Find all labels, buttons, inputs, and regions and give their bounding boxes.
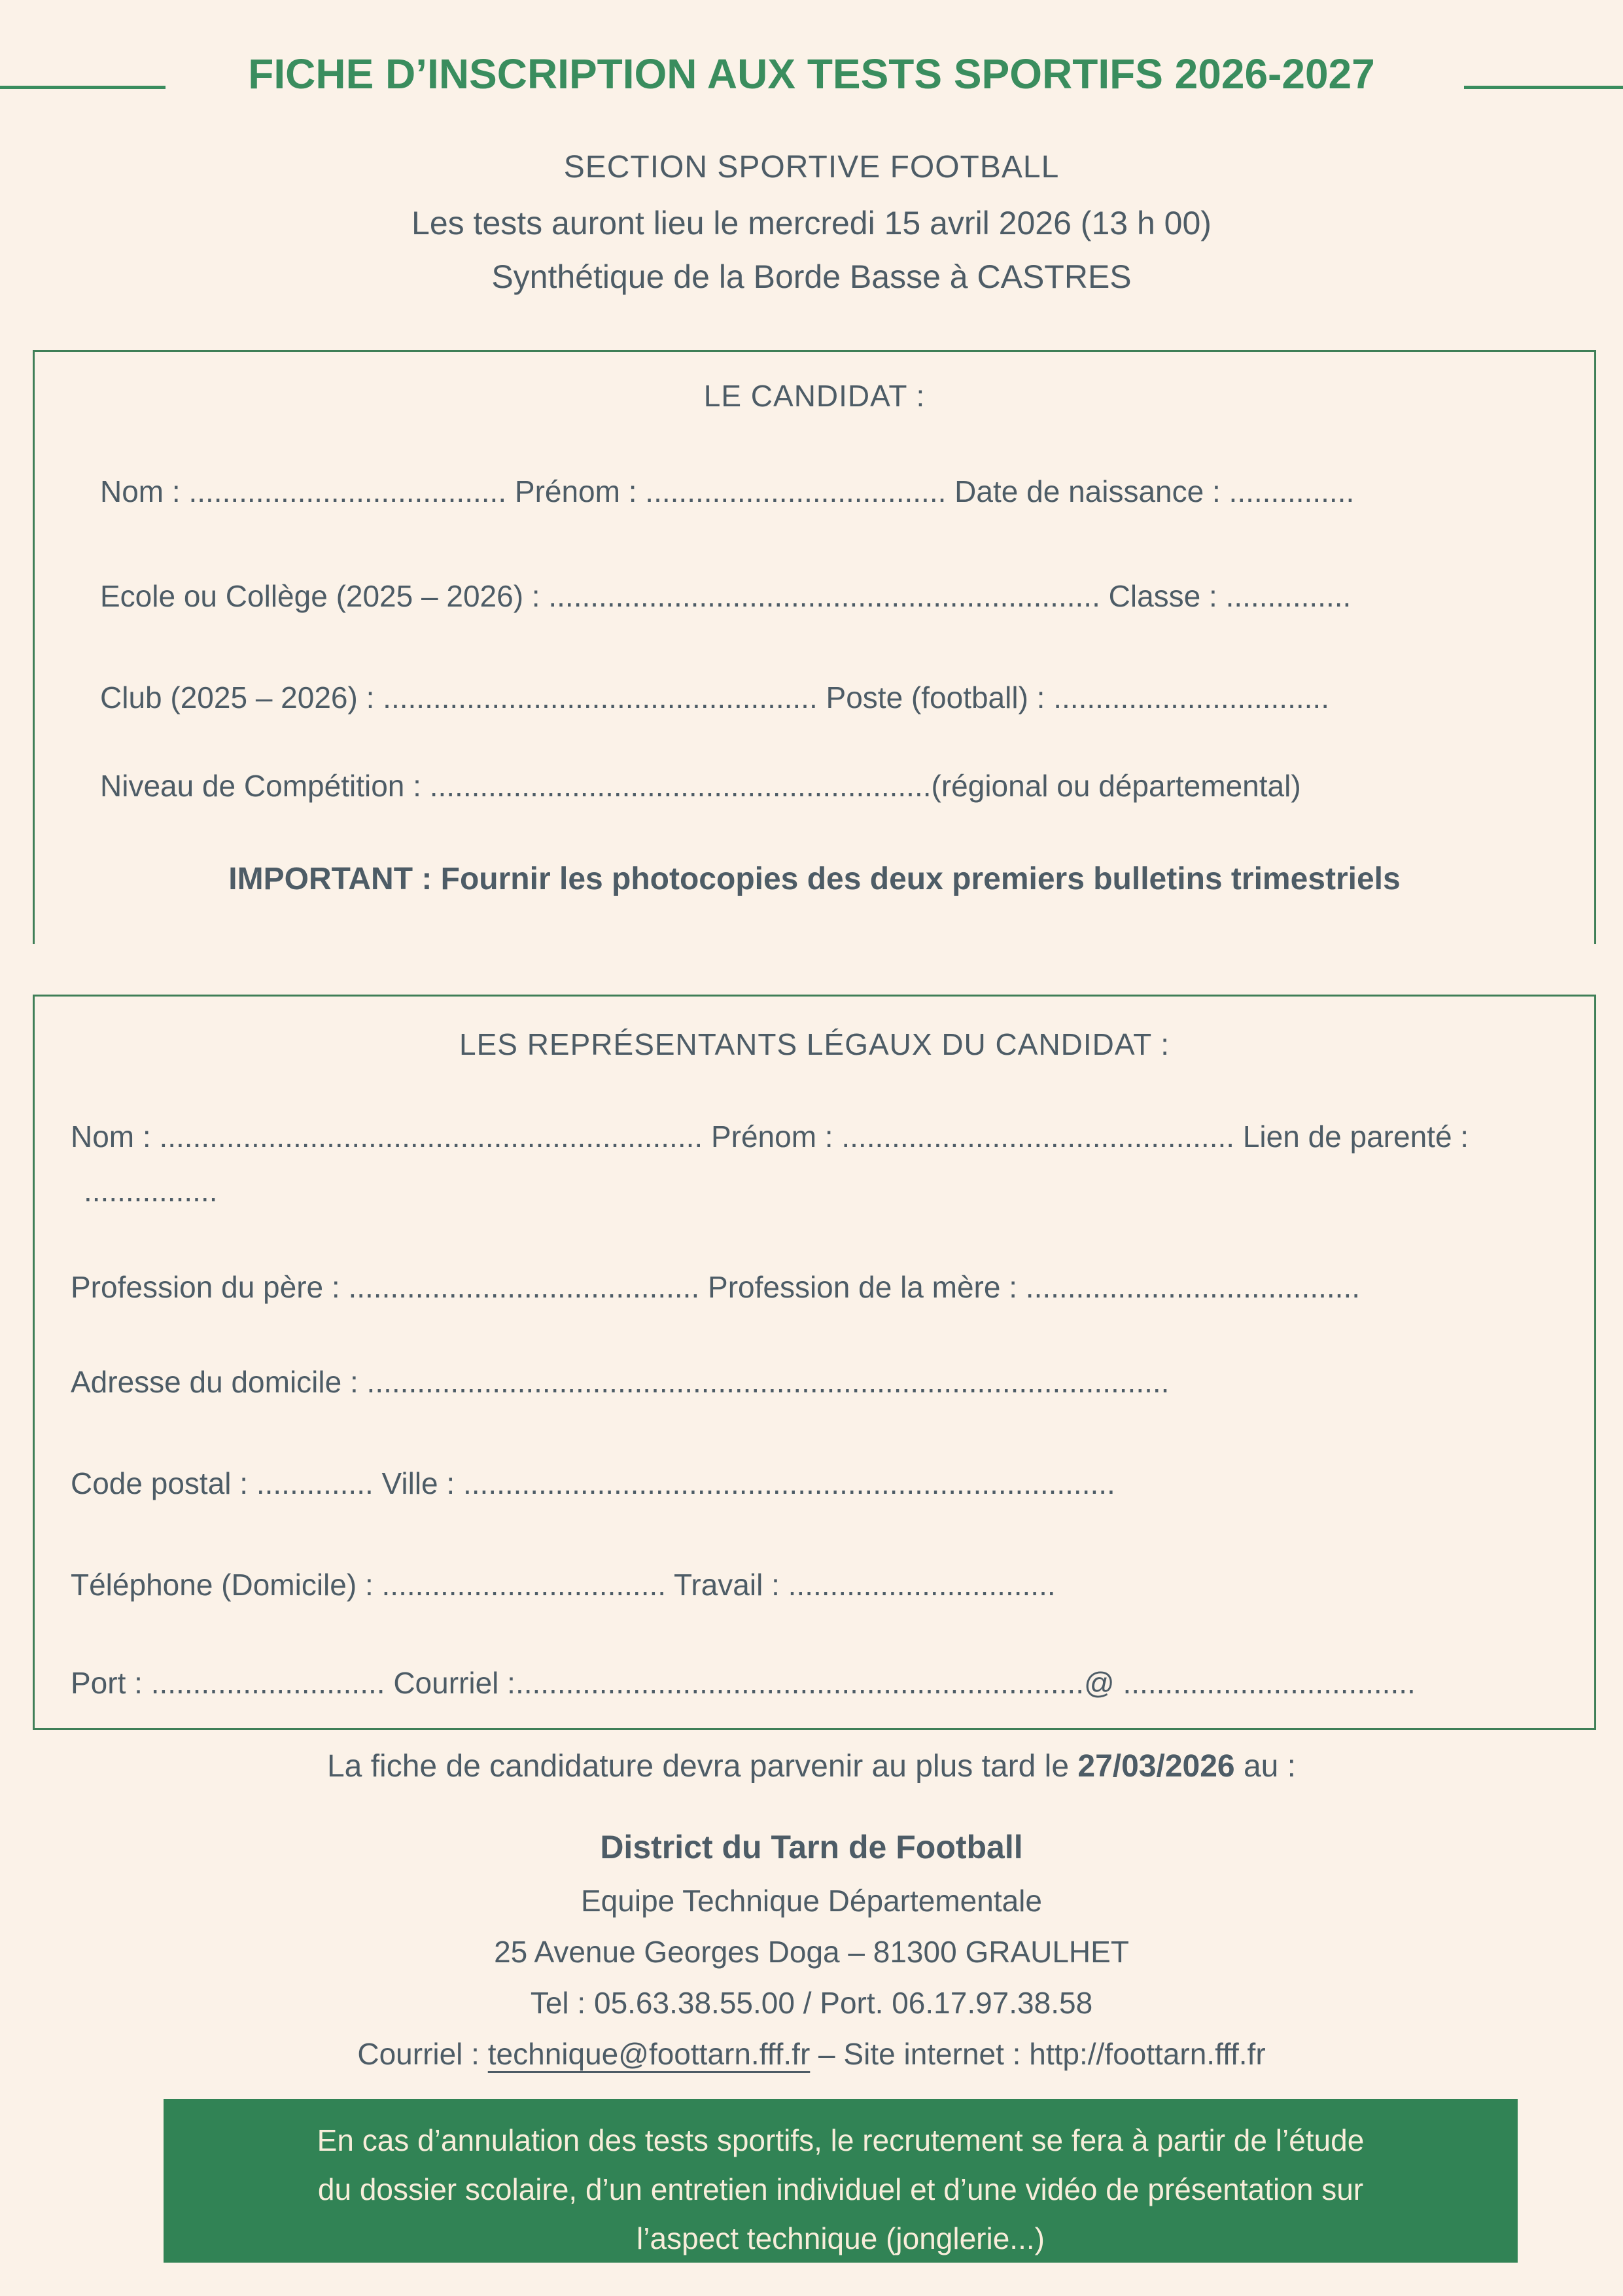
page-title: FICHE D’INSCRIPTION AUX TESTS SPORTIFS 2026-2027 — [248, 50, 1375, 97]
email-label: Courriel : — [357, 2037, 488, 2071]
site-text: – Site internet : http://foottarn.fff.fr — [810, 2037, 1266, 2071]
banner-line-3: l’aspect technique (jonglerie...) — [637, 2221, 1045, 2255]
cancellation-banner — [164, 2099, 1518, 2263]
field-row-home-address: Adresse du domicile : ................................................................................................ — [71, 1365, 1170, 1399]
candidate-section — [33, 350, 1596, 944]
field-row-name-firstname-birthdate: Nom : ...................................... Prénom : .................................... Date de naissance : ............... — [100, 474, 1355, 508]
field-row-competition-level: Niveau de Compétition : ............................................................(régional ou départemental) — [100, 769, 1301, 803]
field-row-postalcode-city: Code postal : .............. Ville : .............................................................................. — [71, 1466, 1115, 1500]
field-row-school-class: Ecole ou Collège (2025 – 2026) : .................................................................. Classe : ............... — [100, 579, 1352, 613]
subtitle-location: Synthétique de la Borde Basse à CASTRES — [491, 258, 1132, 295]
org-team: Equipe Technique Départementale — [581, 1884, 1042, 1918]
guardians-section — [33, 995, 1596, 1730]
deadline-prefix: La fiche de candidature devra parvenir au plus tard le — [326, 1749, 1078, 1784]
guardians-section-heading: LES REPRÉSENTANTS LÉGAUX DU CANDIDAT : — [459, 1027, 1170, 1061]
org-name: District du Tarn de Football — [600, 1829, 1023, 1865]
title-rule-right — [1464, 86, 1623, 89]
banner-line-1: En cas d’annulation des tests sportifs, le recrutement se fera à partir de l’étude — [317, 2123, 1365, 2157]
banner-line-2: du dossier scolaire, d’un entretien individuel et d’une vidéo de présentation sur — [317, 2172, 1364, 2206]
subtitle-section: SECTION SPORTIVE FOOTBALL — [563, 150, 1060, 185]
candidate-section-heading: LE CANDIDAT : — [703, 379, 926, 413]
field-row-guardian-name-continued: ................ — [84, 1174, 218, 1208]
deadline-note — [0, 1748, 1623, 1784]
field-row-guardian-name: Nom : ................................................................. Prénom : ............................................... Lien de parenté : — [71, 1120, 1469, 1154]
title-rule-left — [0, 86, 166, 89]
field-row-professions: Profession du père : .......................................... Profession de la mère : ........................................ — [71, 1270, 1361, 1304]
field-row-club-position: Club (2025 – 2026) : .................................................... Poste (football) : ................................. — [100, 680, 1329, 715]
subtitle-date: Les tests auront lieu le mercredi 15 avril 2026 (13 h 00) — [411, 205, 1212, 241]
email-link[interactable]: technique@foottarn.fff.fr — [487, 2037, 811, 2071]
org-phone: Tel : 05.63.38.55.00 / Port. 06.17.97.38.58 — [530, 1986, 1093, 2020]
field-row-mobile-email: Port : ............................ Courriel :....................................................................@ ................................... — [71, 1666, 1416, 1700]
important-note: IMPORTANT : Fournir les photocopies des deux premiers bulletins trimestriels — [228, 862, 1401, 896]
org-address: 25 Avenue Georges Doga – 81300 GRAULHET — [494, 1935, 1129, 1969]
field-row-phone-work: Téléphone (Domicile) : .................................. Travail : ................................ — [71, 1568, 1056, 1602]
deadline-suffix: au : — [1234, 1749, 1297, 1784]
deadline-date: 27/03/2026 — [1077, 1749, 1235, 1784]
org-email-line — [0, 2036, 1623, 2072]
